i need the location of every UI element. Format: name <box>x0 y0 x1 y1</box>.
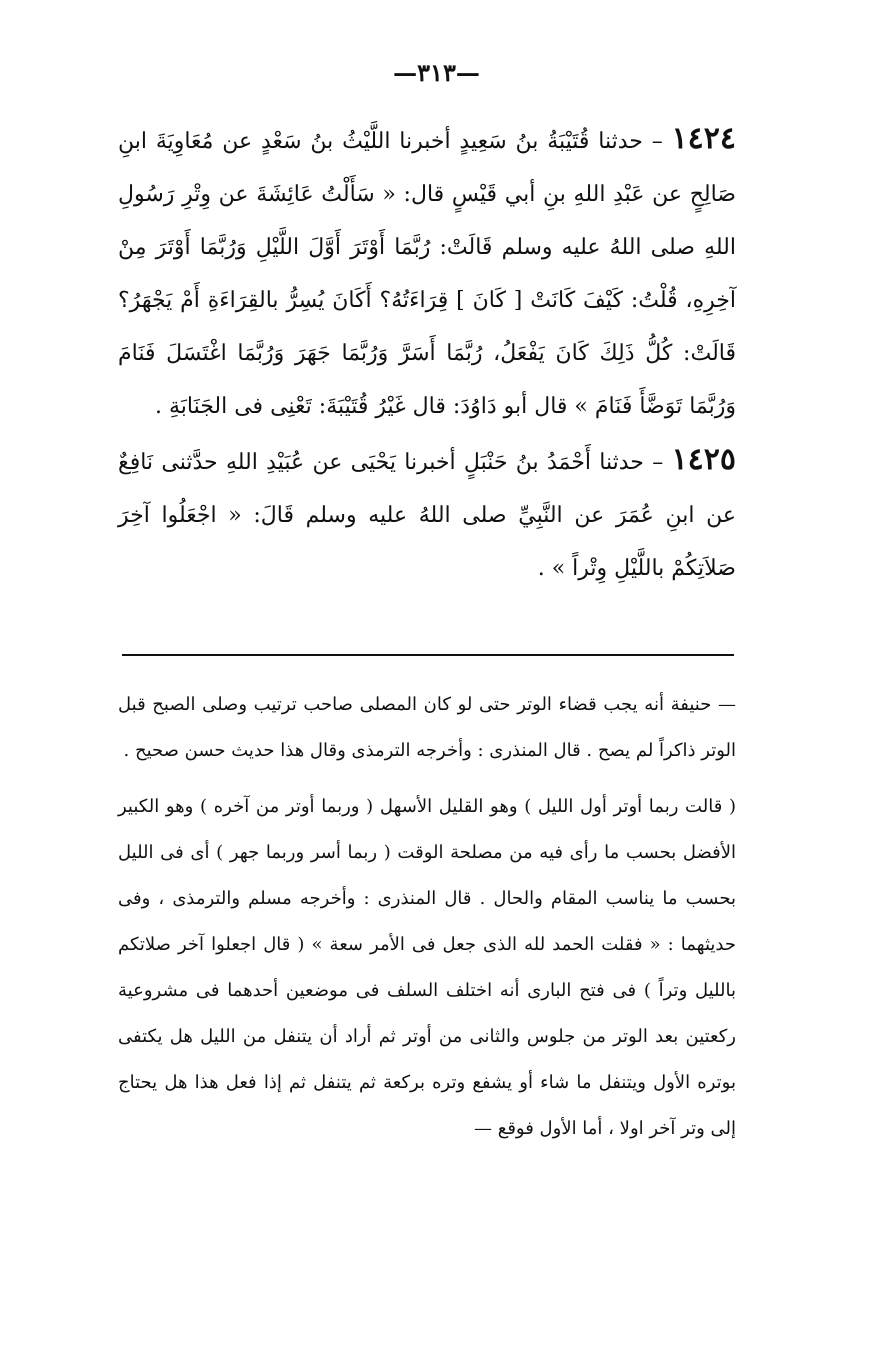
commentary-paragraph: ( قالت ربما أوتر أول الليل ) وهو القليل الأسهل ( وربما أوتر من آخره ) وهو الكبير الأفضل بحسب ما رأى فيه من مصلحة الوقت ( ربما أسر وربما جهر ) أى فى الليل بحسب ما يناسب المقام والحال . قال المنذرى : وأخرجه مسلم والترمذى ، وفى حديثهما : « فقلت الحمد لله الذى جعل فى الأمر سعة » ( قال اجعلوا آخر صلاتكم بالليل وتراً ) فى فتح البارى أنه اختلف السلف فى موضعين أحدهما فى مشروعية ركعتين بعد الوتر من جلوس والثانى من أوتر ثم أراد أن يتنفل من الليل هل يكتفى بوتره الأول ويتنفل ما شاء أو يشفع وتره بركعة ثم يتنفل ثم إذا فعل هذا هل يحتاج إلى وتر آخر اولا ، أما الأول فوقع — <box>118 796 736 1139</box>
hadith-1425 <box>118 433 736 595</box>
hadith-number: ١٤٢٤ <box>671 121 736 156</box>
page-number: —٣١٣— <box>393 58 480 87</box>
hadith-body: – حدثنا قُتَيْبَةُ بنُ سَعِيدٍ أخبرنا اللَّيْثُ بنُ سَعْدٍ عن مُعَاوِيَةَ ابنِ صَالِحٍ عن عَبْدِ اللهِ بنِ أبي قَيْسٍ قال: « سَأَلْتُ عَائِشَةَ عن وِتْرِ رَسُولِ اللهِ صلى اللهُ عليه وسلم قَالَتْ: رُبَّمَا أَوْتَرَ أَوَّلَ اللَّيْلِ وَرُبَّمَا أَوْتَرَ مِنْ آخِرِهِ، قُلْتُ: كَيْفَ كَانَتْ [ كَانَ ] قِرَاءَتُهُ؟ أَكَانَ يُسِرُّ بالقِرَاءَةِ أَمْ يَجْهَرُ؟ قَالَتْ: كُلُّ ذَلِكَ كَانَ يَفْعَلُ، رُبَّمَا أَسَرَّ وَرُبَّمَا جَهَرَ وَرُبَّمَا اغْتَسَلَ فَنَامَ وَرُبَّمَا تَوَضَّأَ فَنَامَ » قال أبو دَاوُدَ: قال غَيْرُ قُتَيْبَةَ: تَعْنِى فى الجَنَابَةِ . <box>118 129 736 419</box>
hadith-1424 <box>118 112 736 433</box>
hadith-text-block <box>118 112 736 595</box>
commentary-block <box>118 682 736 1162</box>
hadith-body: – حدثنا أَحْمَدُ بنُ حَنْبَلٍ أخبرنا يَحْيَى عن عُبَيْدِ اللهِ حدَّثنى نَافِعٌ عن ابنِ عُمَرَ عن النَّبِيِّ صلى اللهُ عليه وسلم قَالَ: « اجْعَلُوا آخِرَ صَلاَتِكُمْ باللَّيْلِ وِتْراً » . <box>118 450 736 581</box>
footnote-divider <box>122 654 734 656</box>
commentary-paragraph: — حنيفة أنه يجب قضاء الوتر حتى لو كان المصلى صاحب ترتيب وصلى الصبح قبل الوتر ذاكراً لم يصح . قال المنذرى : وأخرجه الترمذى وقال هذا حديث حسن صحيح . <box>118 694 736 761</box>
hadith-number: ١٤٢٥ <box>671 442 736 477</box>
